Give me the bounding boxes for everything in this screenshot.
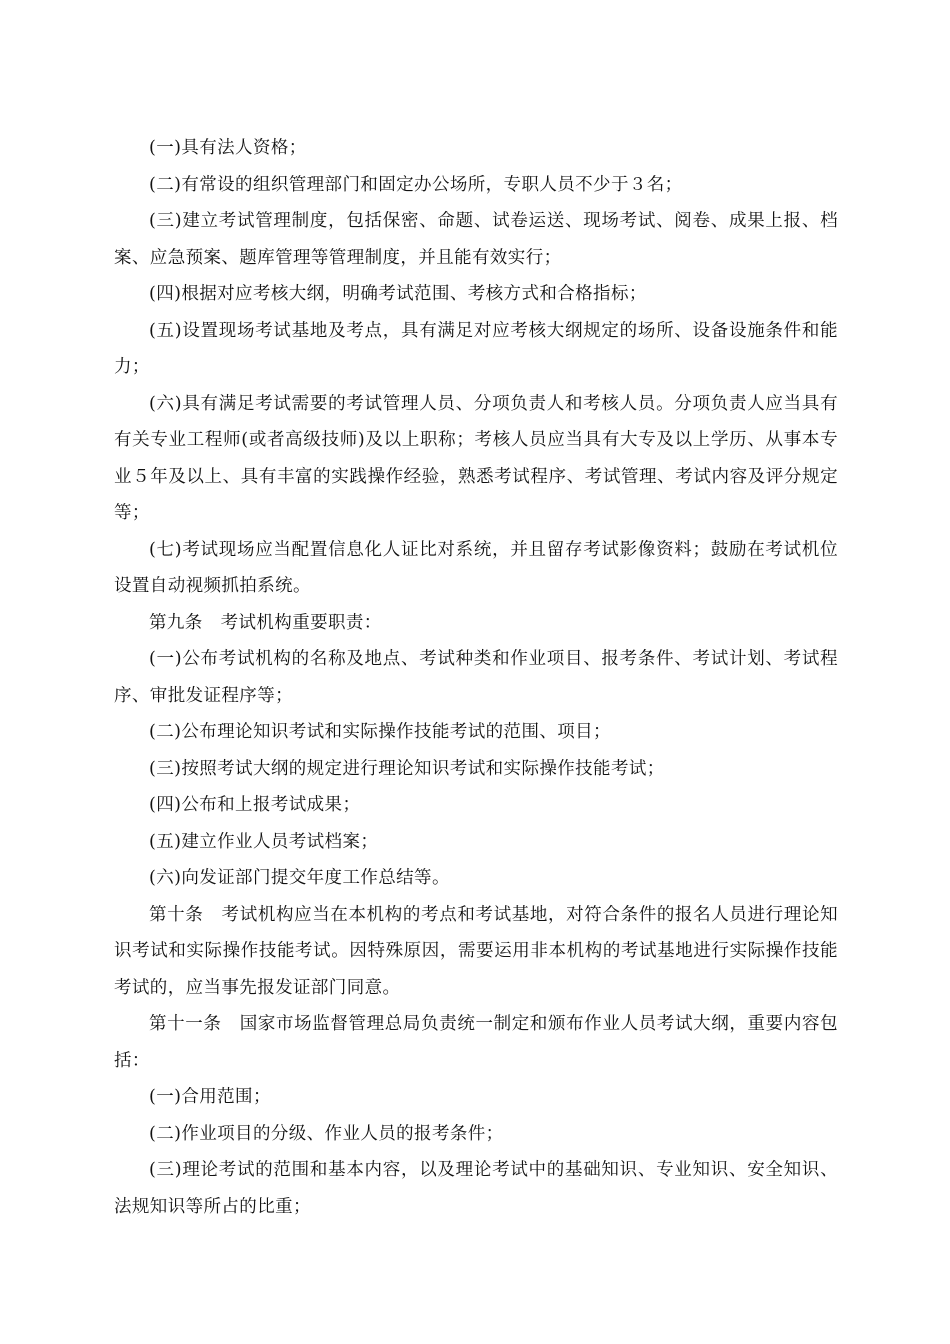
article-11-item-2: (二)作业项目的分级、作业人员的报考条件； bbox=[149, 1123, 504, 1144]
article-11-item-1: (一)合用范围； bbox=[149, 1087, 271, 1107]
article-9-item-6: (六)向发证部门提交年度工作总结等。 bbox=[149, 868, 450, 888]
article-10: 第十条 考试机构应当在本机构的考点和考试基地，对符合条件的报名人员进行理论知识考试和实际操作技能考试。因特殊原因，需要运用非本机构的考试基地进行实际操作技能考试的，应当事先报发证部门同意。 bbox=[114, 904, 838, 998]
paragraph-item-1: (一)具有法人资格； bbox=[149, 138, 307, 158]
article-11-item-3: (三)理论考试的范围和基本内容，以及理论考试中的基础知识、专业知识、安全知识、法规知识等所占的比重； bbox=[114, 1160, 838, 1217]
article-9-item-5: (五)建立作业人员考试档案； bbox=[149, 831, 379, 852]
article-9-item-3: (三)按照考试大纲的规定进行理论知识考试和实际操作技能考试； bbox=[149, 758, 665, 779]
paragraph-item-4: (四)根据对应考核大纲，明确考试范围、考核方式和合格指标； bbox=[149, 284, 647, 304]
article-9-item-2: (二)公布理论知识考试和实际操作技能考试的范围、项目； bbox=[149, 722, 611, 742]
paragraph-item-6: (六)具有满足考试需要的考试管理人员、分项负责人和考核人员。分项负责人应当具有有关专业工程师(或者高级技师)及以上职称；考核人员应当具有大专及以上学历、从事本专业５年及以上、具有丰富的实践操作经验，熟悉考试程序、考试管理、考试内容及评分规定等； bbox=[114, 393, 838, 523]
paragraph-item-5: (五)设置现场考试基地及考点，具有满足对应考核大纲规定的场所、设备设施条件和能力； bbox=[114, 320, 838, 377]
article-9-item-1: (一)公布考试机构的名称及地点、考试种类和作业项目、报考条件、考试计划、考试程序、审批发证程序等； bbox=[114, 649, 838, 706]
article-11-heading: 第十一条 国家市场监督管理总局负责统一制定和颁布作业人员考试大纲，重要内容包括： bbox=[114, 1014, 838, 1071]
document-page bbox=[114, 130, 838, 1225]
paragraph-item-7: (七)考试现场应当配置信息化人证比对系统，并且留存考试影像资料；鼓励在考试机位设置自动视频抓拍系统。 bbox=[114, 539, 838, 596]
paragraph-item-3: (三)建立考试管理制度，包括保密、命题、试卷运送、现场考试、阅卷、成果上报、档案、应急预案、题库管理等管理制度，并且能有效实行； bbox=[114, 211, 838, 268]
paragraph-item-2: (二)有常设的组织管理部门和固定办公场所，专职人员不少于３名； bbox=[149, 174, 683, 195]
article-9-heading: 第九条 考试机构重要职责： bbox=[149, 612, 382, 633]
article-9-item-4: (四)公布和上报考试成果； bbox=[149, 795, 361, 815]
